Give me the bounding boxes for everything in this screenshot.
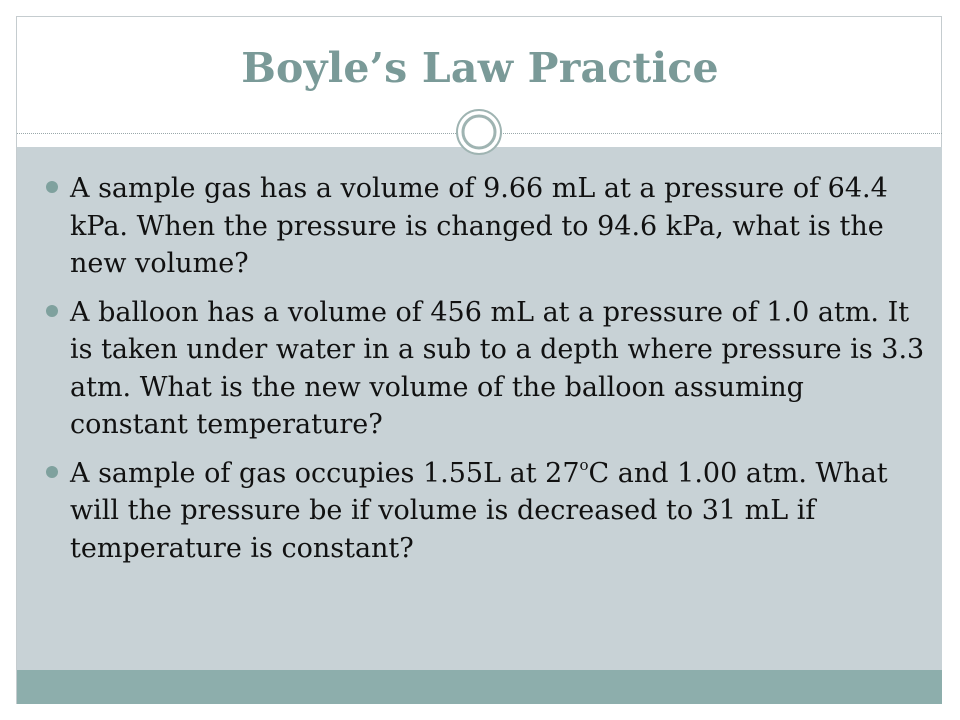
bullet-icon: [46, 181, 58, 193]
double-ring-circle-icon: [455, 108, 503, 156]
bullet-text: A sample gas has a volume of 9.66 mL at a pressure of 64.4 kPa. When the pressure is changed to 94.6 kPa, what is the new volume?: [70, 173, 888, 279]
bullet-text-before: A sample of gas occupies 1.55L at 27: [70, 457, 580, 489]
bullet-icon: [46, 466, 58, 478]
list-item: [46, 170, 926, 283]
bullet-list: [46, 170, 926, 567]
bullet-text-after: C and 1.00 atm. What will the pressure be if volume is decreased to 31 mL if temperature is constant?: [70, 457, 888, 564]
bullet-icon: [46, 305, 58, 317]
list-item: [46, 294, 926, 444]
bullet-text: A balloon has a volume of 456 mL at a pressure of 1.0 atm. It is taken under water in a sub to a depth where pressure is 3.3 atm. What is the new volume of the balloon assuming constant temperature?: [70, 296, 925, 440]
footer-band: [17, 670, 942, 704]
slide-title: Boyle’s Law Practice: [241, 44, 719, 92]
list-item: [46, 455, 926, 568]
degree-superscript: o: [579, 455, 589, 474]
